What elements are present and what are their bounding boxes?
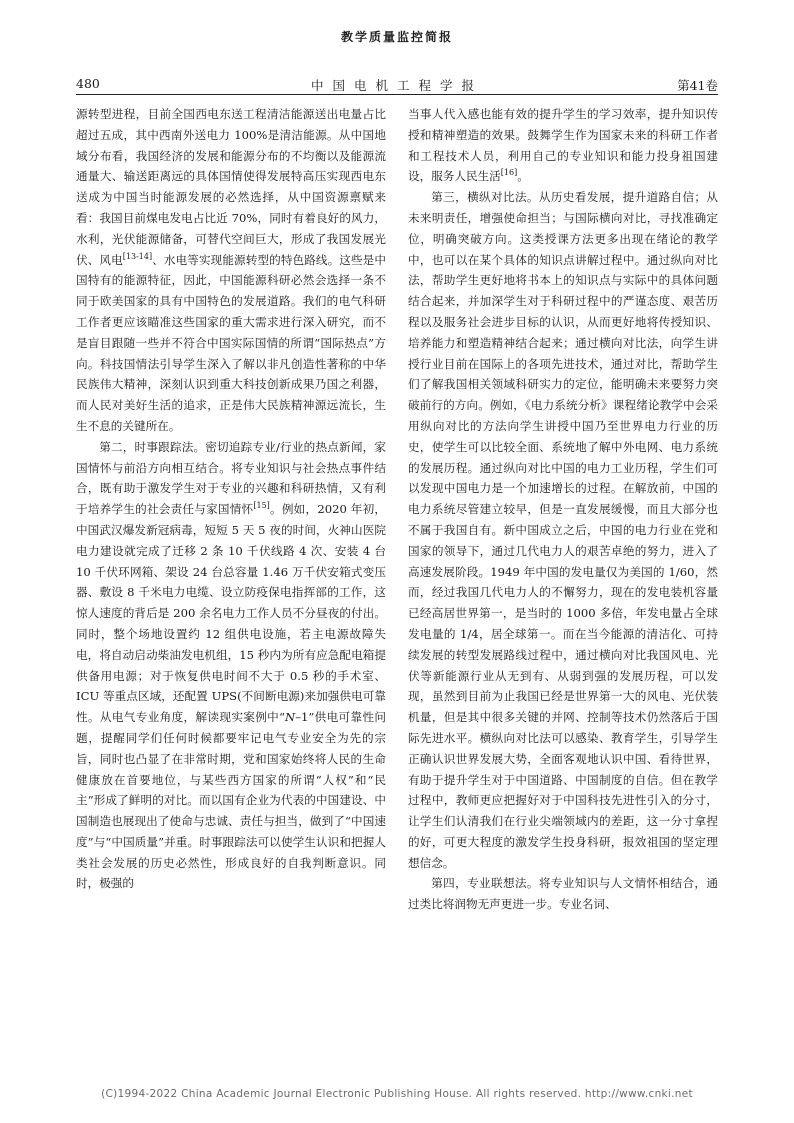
paragraph-text: 、水电等实现能源转型的特色路线。这些是中国特有的能源特征，因此，中国能源科研必然会选择一条不同于欧美国家的具有中国特色的发展道路。我们的电气科研工作者更应该瞄准这些国家的重大需求进行深入研究，而不是盲目跟随一些并不符合中国实际国情的所谓“国际热点”方向。科技国情法引导学生深入了解以非凡创造性著称的中华民族伟大精神，深刻认识到重大科技创新成果乃国之利器，而人民对美好生活的追求，正是伟大民族精神源远流长，生生不息的关键所在。 <box>76 252 386 433</box>
paragraph-text: 。例如，2020 年初，中国武汉爆发新冠病毒，短短 5 天 5 夜的时间，火神山医院电力建设就完成了迁移 2 条 10 千伏线路 4 次、安装 4 台 10 千伏环网箱、架设 24 台总容量 1.46 万千伏安箱式变压器、敷设 8 千米电力电缆、设立防疫保电指挥部的工作，这惊人速度的背后是 200 余名电力工作人员不分昼夜的付出。同时，整个场地设置约 12 组供电设施，若主电源故障失电，将自动启动柴油发电机组，15 秒内为所有应急配电箱提供备用电源；对于恢复供电时间不大于 0.5 秒的手术室、ICU 等重点区域，还配置 UPS(不间断电源)来加强供电可靠性。从电气专业角度，解读现实案例中“ <box>76 502 386 725</box>
paragraph-comparison-method: 第三，横纵对比法。从历史看发展，提升道路自信；从未来明责任，增强使命担当；与国际横向对比，寻找准确定位，明确突破方向。这类授课方法更多出现在绪论的教学中，也可以在某个具体的知识点讲解过程中。通过纵向对比法，帮助学生更好地将书本上的知识点与实际中的具体问题结合起来，并加深学生对于科研过程中的严谨态度、艰苦历程以及服务社会进步目标的认识，从而更好地将传授知识、培养能力和塑造精神结合起来；通过横向对比法，向学生讲授行业目前在国际上的各项先进技术，通过对比，帮助学生们了解我国相关领域科研实力的定位，能明确未来要努力突破前行的方向。例如，《电力系统分析》课程绪论教学中会采用纵向对比的方法向学生讲授中国乃至世界电力行业的历史，使学生可以比较全面、系统地了解中外电网、电力系统的发展历程。通过纵向对比中国的电力工业历程，学生们可以发现中国电力是一个加速增长的过程。在解放前，中国的电力系统尽管建立较早，但是一直发展缓慢，而且大部分也不属于我国自有。新中国成立之后，中国的电力行业在党和国家的领导下，通过几代电力人的艰苦卓绝的努力，进入了高速发展阶段。1949 年中国的发电量仅为美国的 1/60，然而，经过我国几代电力人的不懈努力，现在的发电装机容量已经高居世界第一，是当时的 1000 多倍，年发电量占全球发电量的 1/4，居全球第一。而在当今能源的清洁化、可持续发展的转型发展路线过程中，通过横向对比我国风电、光伏等新能源行业从无到有、从弱到强的发展历程，可以发现，虽然到目前为止我国已经是世界第一大的风电、光伏装机量，但是其中很多关键的并网、控制等技术仍然落后于国际先进水平。横纵向对比法可以感染、教育学生，引导学生正确认识世界发展大势，全面客观地认识中国、看待世界，有助于提升学生对于中国道路、中国制度的自信。但在教学过程中，教师更应把握好对于中国科技先进性引入的分寸，让学生们认清我们在行业尖端领域内的差距，这一分寸拿捏的好，可更大程度的激发学生投身科研，报效祖国的坚定理想信念。 <box>408 190 718 870</box>
citation-13-14: [13-14] <box>122 251 153 261</box>
paragraph-text: 源转型进程，目前全国西电东送工程清洁能源送出电量占比超过五成，其中西南外送电力 100%是清洁能源。从中国地域分布看，我国经济的发展和能源分布的不均衡以及能源流通量大、输送距离远的具体国情使得发展特高压实现西电东送成为中国当时能源发展的必然选择，从中国资源禀赋来看：我国目前煤电发电占比近 70%，同时有着良好的风力，水利，光伏能源储备，可替代空间巨大，形成了我国发展光伏、风电 <box>76 107 386 267</box>
citation-15: [15] <box>253 501 270 511</box>
journal-title: 中国电机工程学报 <box>310 78 483 93</box>
page-number: 480 <box>76 76 100 91</box>
italic-n: N <box>285 710 296 725</box>
paragraph-text: 。 <box>517 169 529 184</box>
paragraph-text: 当事人代入感也能有效的提升学生的学习效率，提升知识传授和精神塑造的效果。鼓舞学生作为国家未来的科研工作者和工程技术人员，利用自己的专业知识和能力投身祖国建设，服务人民生活 <box>408 107 718 184</box>
citation-16: [16] <box>500 168 518 178</box>
paragraph-continuation <box>408 104 718 187</box>
left-column <box>76 104 386 894</box>
running-head: 教学质量监控简报 <box>340 30 453 44</box>
paragraph-text: –1”供电可靠性问题，提醒同学们任何时候都要牢记电气专业安全为先的宗旨，同时也凸显了在非常时期，党和国家始终将人民的生命健康放在首要地位，与某些西方国家的所谓“人权”和“民主”形成了鲜明的对比。而以国有企业为代表的中国建设、中国制造也展现出了使命与忠诚、责任与担当，做到了“中国速度”与“中国质量”并重。时事跟踪法可以使学生认识和把握人类社会发展的历史必然性，形成良好的自我判断意识。同时，极强的 <box>76 710 386 891</box>
article-body <box>76 104 718 1074</box>
paragraph-text: 第二，时事跟踪法。密切追踪专业/行业的热点新闻，家国情怀与前沿方向相互结合。将专业知识与社会热点事件结合，既有助于激发学生对于专业的兴趣和科研热情，又有利于培养学生的社会责任与家国情怀 <box>76 439 386 517</box>
right-column <box>408 104 718 915</box>
paragraph-energy-features <box>76 104 386 437</box>
page-header <box>76 76 718 95</box>
paragraph-current-events-method <box>76 437 386 895</box>
volume-label: 第41卷 <box>677 78 718 93</box>
copyright-footer: (C)1994-2022 China Academic Journal Electronic Publishing House. All rights reserved. http://www.cnki.net <box>101 1088 693 1100</box>
paragraph-association-method: 第四，专业联想法。将专业知识与人文情怀相结合，通过类比将润物无声更进一步。专业名词、 <box>408 876 718 912</box>
